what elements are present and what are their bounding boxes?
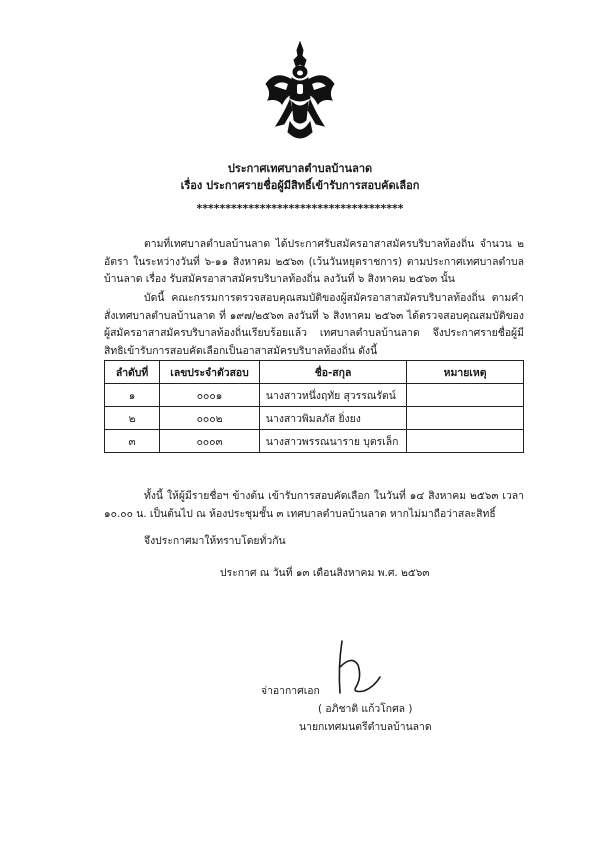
cell-name: นางสาวพิมลภัส ยิ่งยง <box>259 407 406 430</box>
table-row <box>105 430 524 453</box>
header-exam-id: เลขประจำตัวสอบ <box>160 361 260 384</box>
cell-name: นางสาวพรรณนาราย บุตรเล็ก <box>259 430 406 453</box>
cell-order: ๒ <box>105 407 160 430</box>
cell-exam-id: ๐๐๐๓ <box>160 430 260 453</box>
document-title: ประกาศเทศบาลตำบลบ้านลาด <box>227 162 373 175</box>
handwritten-signature <box>330 637 390 697</box>
signer-position: นายกเทศมนตรีตำบลบ้านลาด <box>299 721 432 733</box>
cell-exam-id: ๐๐๐๑ <box>160 384 260 407</box>
announcement-date: ประกาศ ณ วันที่ ๑๓ เดือนสิงหาคม พ.ศ. ๒๕๖๓ <box>220 567 430 579</box>
cell-note <box>407 384 524 407</box>
announce-line: จึงประกาศมาให้ทราบโดยทั่วกัน <box>144 535 286 547</box>
table-header-row <box>105 361 524 384</box>
cell-exam-id: ๐๐๐๒ <box>160 407 260 430</box>
cell-note <box>407 407 524 430</box>
table-row <box>105 407 524 430</box>
header-name: ชื่อ-สกุล <box>259 361 406 384</box>
paragraph-exam-schedule: ทั้งนี้ ให้ผู้มีรายชื่อฯ ข้างต้น เข้ารับการสอบคัดเลือก ในวันที่ ๑๔ สิงหาคม ๒๕๖๓ เวลา ๑๐.๐๐ น. เป็นต้นไป ณ ห้องประชุมชั้น ๓ เทศบาลตำบลบ้านลาด หากไม่มาถือว่าสละสิทธิ์ <box>104 490 524 520</box>
cell-order: ๑ <box>105 384 160 407</box>
cell-name: นางสาวหนึ่งฤทัย สุวรรณรัตน์ <box>259 384 406 407</box>
document-subject: เรื่อง ประกาศรายชื่อผู้มีสิทธิ์เข้ารับการสอบคัดเลือก <box>180 179 420 192</box>
header-note: หมายเหตุ <box>407 361 524 384</box>
paragraph-committee: บัดนี้ คณะกรรมการตรวจสอบคุณสมบัติของผู้สมัครอาสาสมัครบริบาลท้องถิ่น ตามคำสั่งเทศบาลตำบลบ้านลาด ที่ ๑๙๗/๒๕๖๓ ลงวันที่ ๖ สิงหาคม ๒๕๖๓ ได้ตรวจสอบคุณสมบัติของผู้สมัครอาสาสมัครบริบาลท้องถิ่นเรียบร้อยแล้ว เทศบาลตำบลบ้านลาด จึงประกาศรายชื่อผู้มีสิทธิเข้ารับการสอบคัดเลือกเป็นอาสาสมัครบริบาลท้องถิ่น ดังนี้ <box>104 292 524 357</box>
cell-note <box>407 430 524 453</box>
garuda-emblem-icon <box>262 40 338 144</box>
separator-stars: ************************************ <box>196 202 404 215</box>
header-order: ลำดับที่ <box>105 361 160 384</box>
signer-rank: จ่าอากาศเอก <box>261 685 320 697</box>
table-row <box>105 384 524 407</box>
candidate-table <box>104 360 524 453</box>
paragraph-background: ตามที่เทศบาลตำบลบ้านลาด ได้ประกาศรับสมัครอาสาสมัครบริบาลท้องถิ่น จำนวน ๒ อัตรา ในระหว่างวันที่ ๖-๑๑ สิงหาคม ๒๕๖๓ (เว้นวันหยุดราชการ) ตามประกาศเทศบาลตำบลบ้านลาด เรื่อง รับสมัครอาสาสมัครบริบาลท้องถิ่น ลงวันที่ ๖ สิงหาคม ๒๕๖๓ นั้น <box>104 238 524 285</box>
cell-order: ๓ <box>105 430 160 453</box>
signer-name: ( อภิชาติ แก้วโกศล ) <box>318 703 413 715</box>
